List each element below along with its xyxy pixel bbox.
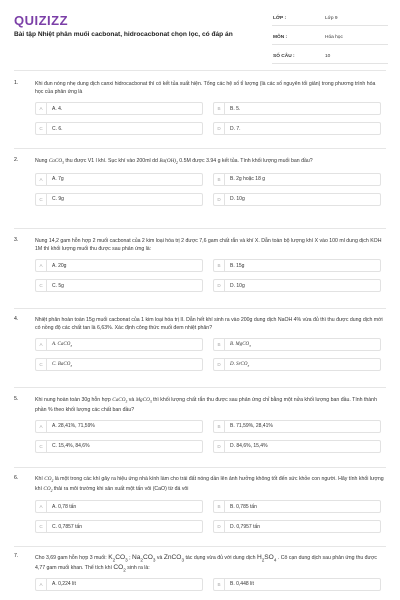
question-text-part: sinh ra là:: [125, 565, 150, 572]
answer-option-a[interactable]: [35, 578, 203, 591]
answer-option-d[interactable]: [213, 440, 381, 453]
question-6: [14, 475, 386, 533]
option-letter: A: [36, 103, 47, 114]
option-text: D. 10g: [230, 282, 245, 289]
chemical-formula: $Ba(OH)_2$: [159, 158, 178, 166]
answer-option-a[interactable]: [35, 420, 203, 433]
meta-value: Hóa học: [325, 35, 343, 40]
question-divider: [14, 387, 386, 388]
option-text: B. MgCO$_3$: [230, 341, 251, 348]
answer-grid: [35, 173, 386, 206]
option-text: C. 5g: [52, 282, 64, 289]
option-letter: D: [214, 194, 225, 205]
option-text: D. SrCO$_3$: [230, 361, 250, 368]
header-divider: [14, 70, 386, 71]
option-letter: B: [214, 260, 225, 271]
option-text: D. 7.: [230, 125, 241, 132]
question-4: [14, 316, 386, 371]
option-text: B. 5.: [230, 105, 241, 112]
quizizz-logo: QUIZIZZ: [14, 13, 69, 28]
answer-option-a[interactable]: [35, 500, 203, 513]
question-divider: [14, 546, 386, 547]
option-text: A. 4.: [52, 105, 63, 112]
question-text-part: ;: [127, 555, 132, 561]
question-text-part: . Cô cạn dung dịch sau phản ứng thu được 4,77 gam muối khan. Thể tích khí: [35, 555, 378, 572]
chemical-formula: CaCO$_3$: [48, 158, 64, 166]
answer-option-d[interactable]: [213, 279, 381, 292]
option-text: C. 0,7857 tấn: [52, 523, 83, 530]
option-letter: B: [214, 579, 225, 590]
option-text: B. 0,785 tấn: [230, 503, 257, 510]
option-text: A. 0,224 lít: [52, 581, 76, 588]
option-letter: C: [36, 123, 47, 134]
question-number: 1.: [14, 80, 19, 86]
question-text-part: Khi nung hoàn toàn 30g hỗn hợp: [35, 397, 113, 403]
question-divider: [14, 308, 386, 309]
question-text: [35, 237, 385, 253]
question-1: [14, 80, 386, 135]
question-text-part: Nung: [35, 158, 49, 164]
worksheet-header: [0, 0, 400, 62]
chemical-formula: $Na_2CO_3$: [131, 554, 156, 563]
chemical-formula: ZnCO$_3$: [163, 554, 185, 563]
option-text: A. 20g: [52, 262, 67, 269]
question-text: [35, 157, 385, 167]
option-letter: A: [36, 579, 47, 590]
option-letter: B: [214, 339, 225, 350]
answer-option-b[interactable]: [213, 173, 381, 186]
answer-grid: [35, 500, 386, 533]
option-letter: A: [36, 501, 47, 512]
answer-grid: [35, 578, 386, 591]
option-text: D. 84,6%, 15,4%: [230, 443, 268, 450]
option-letter: C: [36, 194, 47, 205]
answer-option-c[interactable]: [35, 520, 203, 533]
option-letter: A: [36, 421, 47, 432]
option-letter: A: [36, 174, 47, 185]
question-text-part: thu được V1 l khí. Sục khí vào 200ml dd: [63, 158, 160, 164]
option-letter: B: [214, 501, 225, 512]
question-text: [35, 316, 385, 332]
question-7: [14, 553, 386, 591]
option-text: A. 28,41%, 71,59%: [52, 423, 95, 430]
answer-option-b[interactable]: [213, 500, 381, 513]
option-text: A. CaCO$_3$: [52, 341, 73, 348]
meta-row-subject: [272, 31, 388, 45]
question-text: [35, 553, 385, 574]
answer-option-a[interactable]: [35, 338, 203, 351]
chemical-formula: $CO_2$: [44, 476, 54, 484]
question-divider: [14, 467, 386, 468]
option-letter: D: [214, 359, 225, 370]
answer-grid: [35, 420, 386, 453]
option-letter: D: [214, 280, 225, 291]
option-letter: D: [214, 123, 225, 134]
option-text: B. 15g: [230, 262, 245, 269]
question-2: [14, 157, 386, 206]
answer-option-c[interactable]: [35, 279, 203, 292]
meta-key: MÔN :: [273, 35, 288, 40]
option-letter: C: [36, 359, 47, 370]
question-divider: [14, 148, 386, 149]
chemical-formula: CaCO$_3$: [112, 397, 128, 405]
chemical-formula: $K_2CO_3$: [108, 554, 128, 563]
question-text-part: tác dụng vừa đủ với dung dịch: [184, 555, 257, 561]
question-3: [14, 237, 386, 292]
option-letter: B: [214, 421, 225, 432]
question-text-part: Cho 3,69 gam hỗn hợp 3 muối:: [35, 555, 109, 561]
option-text: B. 71,59%, 28,41%: [230, 423, 273, 430]
answer-option-b[interactable]: [213, 259, 381, 272]
question-text: [35, 396, 385, 414]
option-text: B. 2g hoặc 18 g: [230, 176, 266, 183]
option-text: A. 0,78 tấn: [52, 503, 77, 510]
option-letter: D: [214, 441, 225, 452]
question-text-part: và: [155, 555, 164, 561]
option-letter: A: [36, 339, 47, 350]
option-text: C. 9g: [52, 196, 64, 203]
question-text: [35, 80, 385, 96]
question-number: 5.: [14, 396, 19, 402]
question-number: 4.: [14, 316, 19, 322]
chemical-formula: $CO_2$: [43, 485, 53, 493]
answer-option-a[interactable]: [35, 102, 203, 115]
answer-grid: [35, 102, 386, 135]
question-text-part: và: [127, 397, 136, 403]
answer-option-b[interactable]: [213, 578, 381, 591]
answer-option-c[interactable]: [35, 358, 203, 371]
option-text: C. BaCO$_3$: [52, 361, 73, 368]
answer-option-d[interactable]: [213, 193, 381, 206]
meta-key: SỐ CÂU :: [273, 54, 295, 59]
answer-option-c[interactable]: [35, 122, 203, 135]
worksheet-title: Bài tập Nhiệt phân muối cacbonat, hidrocacbonat chọn lọc, có đáp án: [14, 31, 233, 38]
option-text: B. 0,448 lít: [230, 581, 254, 588]
question-text-part: thì khối lượng chất rắn thu được sau phản ứng chỉ bằng một nửa khối lượng ban đầu. Tính thành phần % theo khối lượng các chất ban đầu?: [35, 397, 377, 413]
answer-option-a[interactable]: [35, 173, 203, 186]
question-text-part: Nung 14,2 gam hỗn hợp 2 muối cacbonat của 2 kim loại hóa trị 2 được 7,6 gam chất rắn và khí X. Dẫn toàn bộ lượng khí X vào 100 ml dung dịch KOH 1M thì khối lượng muối thu được sau phản ứng là:: [35, 238, 382, 253]
question-number: 7.: [14, 553, 19, 559]
answer-option-b[interactable]: [213, 338, 381, 351]
answer-option-d[interactable]: [213, 358, 381, 371]
question-text-part: là một trong các khí gây ra hiệu ứng nhà kính làm cho trái đất nóng dần lên ảnh hưởng không tốt đến sức khỏe con người. Hãy tính khối lượng khí: [35, 476, 384, 492]
chemical-formula: MgCO$_3$: [135, 397, 152, 405]
question-number: 3.: [14, 237, 19, 243]
option-letter: C: [36, 521, 47, 532]
question-text-part: thải ra môi trường khi sản xuất một tấn vôi (CaO) từ đá vôi: [52, 485, 189, 492]
question-text-part: Khi đun nóng nhẹ dung dịch canxi hidrocacbonat thì có kết tủa xuất hiện. Tổng các hệ số tỉ lượng (là các số nguyên tối giản) trong phương trình hóa học của phản ứng là: [35, 81, 376, 96]
question-text-part: Nhiệt phân hoàn toàn 15g muối cacbonat của 1 kim loại hóa trị II. Dẫn hết khí sinh ra vào 200g dung dịch NaOH 4% vừa đủ thì thu được dung dịch mới có nồng độ các chất tan là 6,63%. Xác định công thức muối đem nhiệt phân?: [35, 317, 383, 332]
answer-grid: [35, 338, 386, 371]
option-text: A. 7g: [52, 176, 64, 183]
chemical-formula: $H_2SO_4$: [256, 554, 277, 563]
answer-grid: [35, 259, 386, 292]
meta-value: 10: [325, 54, 331, 59]
answer-option-d[interactable]: [213, 122, 381, 135]
question-5: [14, 396, 386, 453]
meta-table: [272, 12, 388, 69]
chemical-formula: $CO_2$: [113, 564, 126, 573]
option-letter: B: [214, 103, 225, 114]
option-letter: C: [36, 280, 47, 291]
answer-option-c[interactable]: [35, 440, 203, 453]
question-text-part: Khí: [35, 476, 45, 482]
meta-value: Lớp 9: [325, 16, 338, 21]
question-number: 2.: [14, 157, 19, 163]
option-letter: D: [214, 521, 225, 532]
meta-row-class: [272, 12, 388, 26]
question-text-part: 0.5M được 3.94 g kết tủa. Tính khối lượng muối ban đầu?: [177, 158, 313, 164]
meta-row-count: [272, 50, 388, 64]
option-text: D. 0,7957 tấn: [230, 523, 261, 530]
option-letter: C: [36, 441, 47, 452]
option-text: C. 15,4%, 84,6%: [52, 443, 90, 450]
answer-option-b[interactable]: [213, 420, 381, 433]
answer-option-c[interactable]: [35, 193, 203, 206]
answer-option-a[interactable]: [35, 259, 203, 272]
option-text: D. 10g: [230, 196, 245, 203]
question-divider: [14, 228, 386, 229]
meta-key: LỚP :: [273, 16, 287, 21]
answer-option-d[interactable]: [213, 520, 381, 533]
option-letter: B: [214, 174, 225, 185]
answer-option-b[interactable]: [213, 102, 381, 115]
question-text: [35, 475, 385, 494]
option-letter: A: [36, 260, 47, 271]
option-text: C. 6.: [52, 125, 63, 132]
question-number: 6.: [14, 475, 19, 481]
